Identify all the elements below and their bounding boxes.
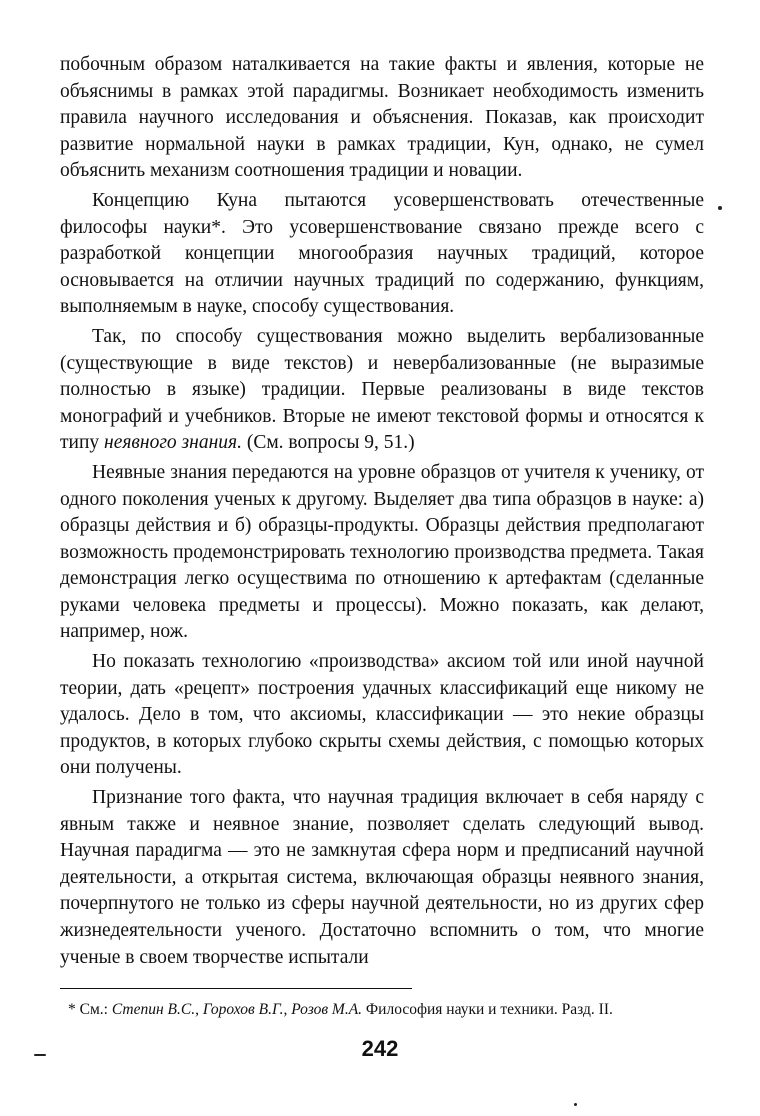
paragraph-4: Неявные знания передаются на уровне образцов от учителя к ученику, от одного поколения ученых к другому. Выделяет два типа образцов в науке: а) образцы действия и б) образцы-продукты. Образцы действия предполагают возможность продемонстрировать технологию производства предмета. Такая демонстрация легко осуществима по отношению к артефактам (сделанные руками человека предметы и процессы). Можно показать, как делают, например, нож. (60, 461, 704, 643)
italic-term: неявного знания. (104, 432, 242, 454)
paragraph-3-reference: (См. вопросы 9, 51.) (241, 432, 415, 454)
scan-speck (718, 206, 722, 210)
scan-speck (34, 1054, 46, 1056)
paragraph-1: побочным образом наталкивается на такие факты и явления, которые не объяснимы в рамках этой парадигмы. Возникает необходимость изменить правила научного исследования и объяснения. Показав, как происходит развитие нормальной науки в рамках традиции, Кун, однако, не сумел объяснить механизм соотношения традиции и новации. (60, 54, 704, 182)
footnote-divider (60, 988, 412, 989)
page-number: 242 (361, 1036, 399, 1061)
paragraph-3 (60, 324, 704, 457)
paragraph-3-text: Так, по способу существования можно выделить вербализованные (существующие в виде текстов) и невербализованные (не выразимые полностью в языке) традиции. Первые реализованы в виде текстов монографий и учебников. Вторые не имеют текстовой формы и относятся к типу (60, 325, 704, 454)
paragraph-2: Концепцию Куна пытаются усовершенствовать отечественные философы науки*. Это усовершенствование связано прежде всего с разработкой концепции многообразия научных традиций, которое основывается на отличии научных традиций по содержанию, функциям, выполняемым в науке, способу существования. (60, 189, 704, 318)
footnote-title: Философия науки и техники. Разд. II. (362, 1001, 613, 1018)
footnote-authors: Степин В.С., Горохов В.Г., Розов М.А. (111, 1001, 363, 1018)
paragraph-5: Но показать технологию «производства» аксиом той или иной научной теории, дать «рецепт» построения удачных классификаций еще никому не удалось. Дело в том, что аксиомы, классификации — это некие образцы продуктов, в которых глубоко скрыты схемы действия, с помощью которых они получены. (60, 651, 704, 779)
footnote (68, 1000, 708, 1020)
scan-speck (574, 1103, 577, 1106)
body-text (60, 52, 704, 971)
footnote-marker: * См.: (68, 1001, 112, 1018)
paragraph-6: Признание того факта, что научная традиция включает в себя наряду с явным также и неявное знание, позволяет сделать следующий вывод. Научная парадигма — это не замкнутая сфера норм и предписаний научной деятельности, а открытая система, включающая образцы неявного знания, почерпнутого не только из сферы научной деятельности, но из других сфер жизнедеятельности ученого. Достаточно вспомнить о том, что многие ученые в своем творчестве испытали (60, 787, 704, 968)
